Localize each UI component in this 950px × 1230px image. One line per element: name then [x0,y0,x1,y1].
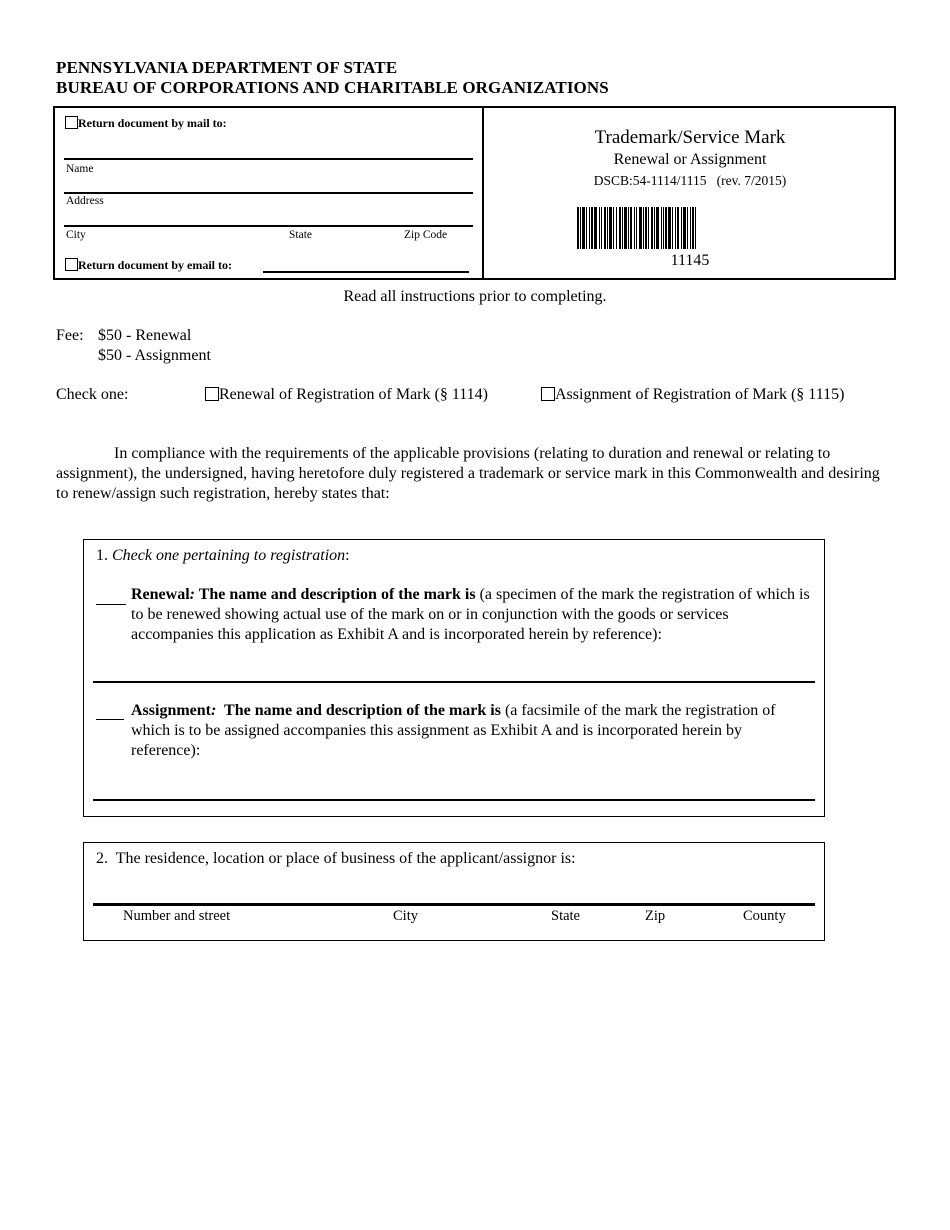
section-1-box [83,539,825,817]
renewal-bold-text: The name and description of the mark is [194,586,476,603]
address-entry-line[interactable] [93,903,815,906]
renewal-mark-line[interactable] [93,681,815,683]
barcode-bar [696,207,698,249]
return-by-mail-row [65,116,227,131]
fee-renewal: $50 - Renewal [98,327,192,344]
assignment-option [541,385,844,405]
county-label: County [743,908,786,924]
return-by-email-label: Return document by email to: [78,258,232,272]
form-title: Trademark/Service Mark [594,127,786,148]
return-by-email-checkbox[interactable] [65,258,78,271]
section-1-heading: 1. Check one pertaining to registration: [96,547,350,564]
renewal-check-blank[interactable] [96,594,126,605]
assignment-check-blank[interactable] [96,709,124,720]
section-1-heading-text: Check one pertaining to registration [112,547,346,564]
assignment-bold-text: The name and description of the mark is [216,702,501,719]
fee-assignment: $50 - Assignment [98,347,211,364]
check-one-label: Check one: [56,386,129,403]
assignment-description: Assignment: The name and description of the mark is (a facsimile of the mark the registration of which is to be assigned accompanies this assignment as Exhibit A and is incorporated herein by reference): [131,702,776,759]
street-label: Number and street [123,908,231,924]
compliance-statement: In compliance with the requirements of the applicable provisions (relating to duration and renewal or relating to assignment), the undersigned, having heretofore duly registered a trademark or service mark in this Commonwealth and desiring to renew/assign such registration, hereby states that: [56,445,880,502]
name-line[interactable] [64,158,473,160]
instructions-note: Read all instructions prior to completing. [343,288,607,305]
city-label: City [66,229,86,241]
form-code: DSCB:54-1114/1115 (rev. 7/2015) [593,173,787,188]
section-2-text: 2. The residence, location or place of business of the applicant/assignor is: [96,850,576,867]
zip-code-label: Zip Code [404,229,448,241]
city-state-zip-line[interactable] [64,225,473,227]
assignment-description-text: (a facsimile of the mark the registration of which is to be assigned accompanies this assignment as Exhibit A and is incorporated herein by reference): [131,702,776,759]
assignment-bold-label: Assignment [131,702,212,719]
renewal-option-label: Renewal of Registration of Mark (§ 1114) [219,386,488,403]
barcode [577,207,698,249]
department-name: PENNSYLVANIA DEPARTMENT OF STATE [56,58,398,77]
renewal-description: Renewal: The name and description of the mark is (a specimen of the mark the registration of which is to be renewed showing actual use of the mark on or in conjunction with the goods or services accompanies this application as Exhibit A and is incorporated herein by reference): [131,586,810,643]
state-label: State [289,229,312,241]
assignment-option-checkbox[interactable] [541,387,555,401]
address-label: Address [66,195,104,207]
renewal-option-checkbox[interactable] [205,387,219,401]
bureau-name: BUREAU OF CORPORATIONS AND CHARITABLE ORGANIZATIONS [56,78,609,97]
barcode-number: 11145 [670,252,710,269]
return-by-mail-checkbox[interactable] [65,116,78,129]
return-by-email-row [65,258,232,273]
return-by-mail-label: Return document by mail to: [78,116,227,130]
zip-label-2: Zip [645,908,666,924]
section-1-number: 1. [96,547,108,564]
address-line[interactable] [64,192,473,194]
state-label-2: State [551,908,580,924]
city-label-2: City [393,908,418,924]
name-label: Name [66,163,94,175]
renewal-option [205,385,488,405]
form-subtitle: Renewal or Assignment [613,151,767,168]
renewal-description-text: (a specimen of the mark the registration of which is to be renewed showing actual use of the mark on or in conjunction with the goods or services accompanies this application as Exhibit A and is incorporated herein by reference): [131,586,810,643]
assignment-mark-line[interactable] [93,799,815,801]
email-line[interactable] [263,271,469,273]
fee-label: Fee: [56,327,84,344]
assignment-option-label: Assignment of Registration of Mark (§ 1115) [555,386,845,403]
renewal-bold-label: Renewal [131,586,190,603]
